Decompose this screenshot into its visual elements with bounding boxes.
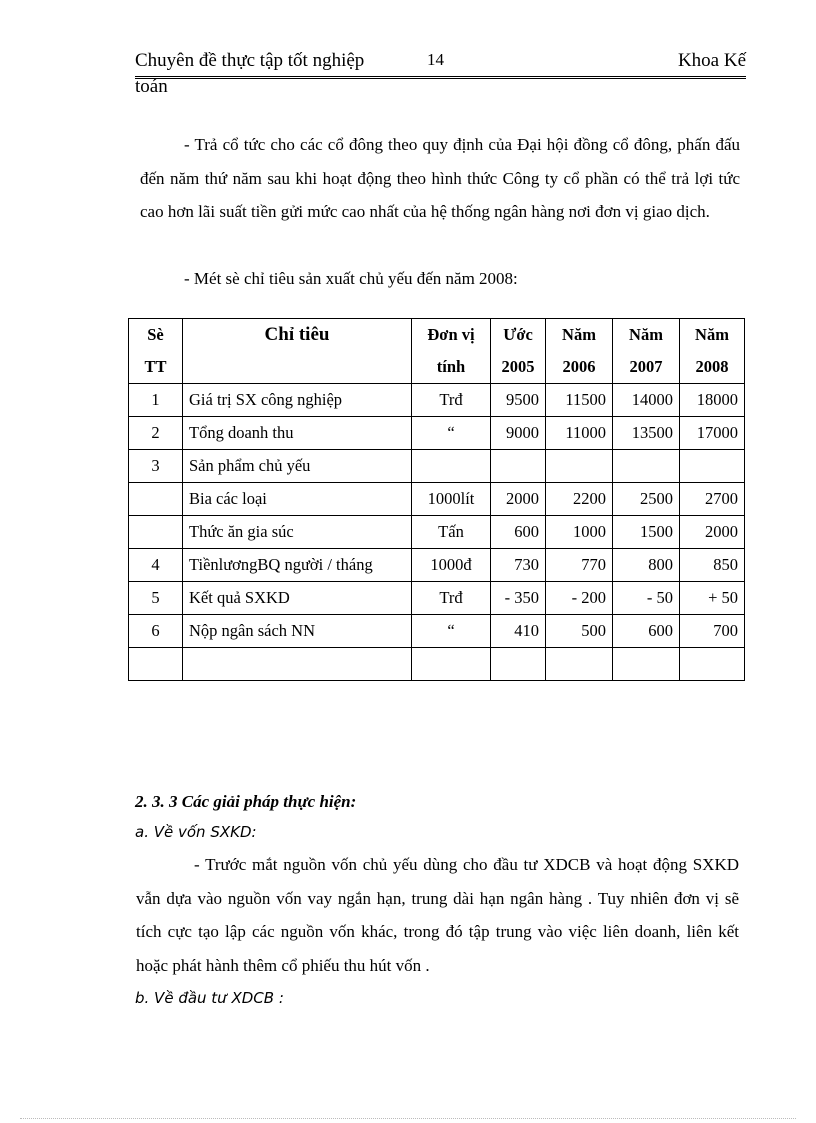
table-row-empty — [129, 648, 745, 681]
header-department: Khoa Kế — [677, 50, 746, 71]
header-chitieu: Chỉ tiêu — [183, 319, 412, 384]
table-row: Thức ăn gia súc Tấn 600 1000 1500 2000 — [129, 516, 745, 549]
subsection-a: a. Về vốn SXKD: — [135, 823, 257, 841]
header-donvi: Đơn vị tính — [412, 319, 491, 384]
subsection-b: b. Về đầu tư XDCB : — [135, 989, 284, 1007]
table-header-row — [129, 319, 745, 384]
header-2005: Ước 2005 — [491, 319, 546, 384]
page-number: 14 — [427, 50, 444, 69]
table-row: 2 Tổng doanh thu “ 9000 11000 13500 17000 — [129, 417, 745, 450]
paragraph-targets-intro: - Mét sè chỉ tiêu sản xuất chủ yếu đến năm 2008: — [184, 269, 518, 288]
table-row: 6 Nộp ngân sách NN “ 410 500 600 700 — [129, 615, 745, 648]
page-header — [135, 50, 746, 79]
header-department-wrap: toán — [135, 76, 168, 97]
targets-table — [128, 318, 745, 681]
table-row: 1 Giá trị SX công nghiệp Trđ 9500 11500 14000 18000 — [129, 384, 745, 417]
table-row: 5 Kết quả SXKD Trđ - 350 - 200 - 50 + 50 — [129, 582, 745, 615]
paragraph-capital: - Trước mắt nguồn vốn chủ yếu dùng cho đầu tư XDCB và hoạt động SXKD vẫn dựa vào nguồn vốn vay ngắn hạn, trung dài hạn ngân hàng . Tuy nhiên đơn vị sẽ tích cực tạo lập các nguồn vốn khác, trong đó tập trung vào việc liên doanh, liên kết hoặc phát hành thêm cổ phiếu thu hút vốn . — [136, 855, 739, 975]
table-row: 3 Sản phẩm chủ yếu — [129, 450, 745, 483]
header-stt: Sè TT — [129, 319, 183, 384]
paragraph-dividend: - Trả cổ tức cho các cổ đông theo quy định của Đại hội đồng cổ đông, phấn đấu đến năm thứ năm sau khi hoạt động theo hình thức Công ty cổ phần có thể trả lợi tức cao hơn lãi suất tiền gửi mức cao nhất của hệ thống ngân hàng nơi đơn vị giao dịch. — [140, 135, 740, 221]
table-row: 4 TiềnlươngBQ người / tháng 1000đ 730 770 800 850 — [129, 549, 745, 582]
header-title: Chuyên đề thực tập tốt nghiệp — [135, 50, 365, 71]
page-bottom-divider — [20, 1118, 796, 1119]
table-row: Bia các loại 1000lít 2000 2200 2500 2700 — [129, 483, 745, 516]
section-heading: 2. 3. 3 Các giải pháp thực hiện: — [135, 792, 357, 811]
header-2007: Năm 2007 — [613, 319, 680, 384]
header-2006: Năm 2006 — [546, 319, 613, 384]
header-2008: Năm 2008 — [680, 319, 745, 384]
